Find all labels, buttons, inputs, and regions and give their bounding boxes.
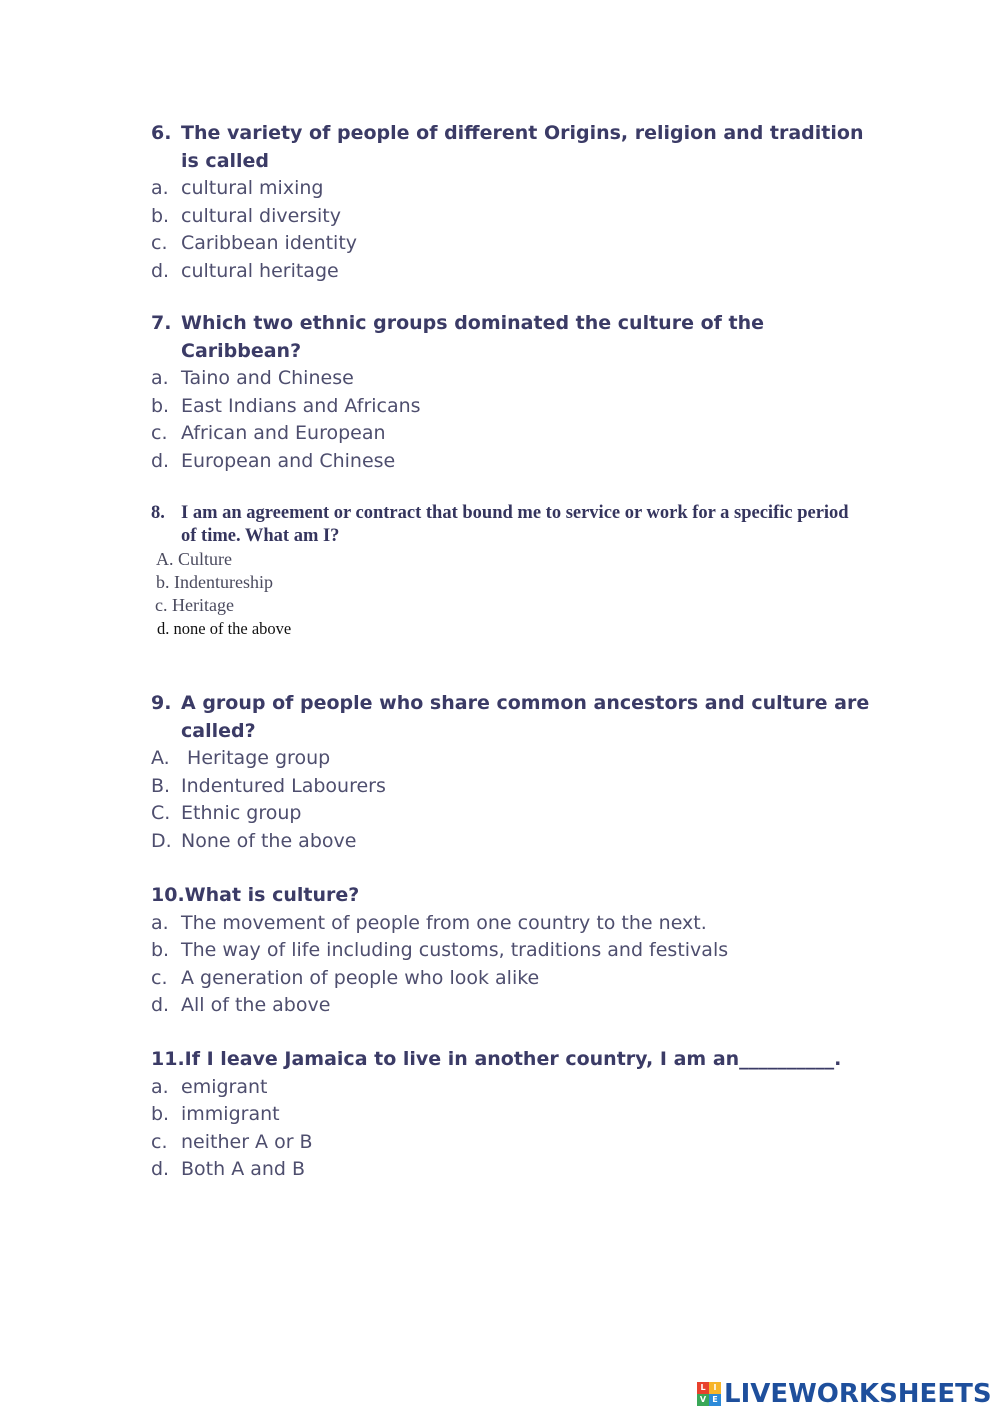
question-text: I am an agreement or contract that bound me to service or work for a specific period of time. What am I? [181, 503, 849, 546]
question-6 [151, 120, 871, 285]
option-text: Indentured Labourers [181, 774, 386, 797]
option-text: The movement of people from one country to the next. [181, 911, 707, 934]
question-text: If I leave Jamaica to live in another country, I am an__________. [184, 1048, 842, 1070]
option-d[interactable]: d. none of the above [157, 619, 292, 638]
question-8 [151, 502, 856, 640]
option-letter: b. [151, 204, 170, 227]
option-letter: a. [151, 177, 169, 199]
option-text: cultural mixing [181, 177, 324, 199]
option-letter: a. [151, 367, 169, 389]
option-text: neither A or B [181, 1130, 313, 1153]
option-text: emigrant [181, 1075, 268, 1098]
logo-tile: V [697, 1394, 709, 1406]
option-letter: b. [151, 394, 170, 417]
question-number: 10. [151, 884, 185, 906]
option-text: immigrant [181, 1103, 280, 1125]
question-number: 6. [151, 122, 172, 144]
option-b[interactable] [151, 393, 871, 421]
option-letter: A. [151, 747, 170, 769]
liveworksheets-logo-text: LIVEWORKSHEETS [724, 1379, 992, 1409]
option-text: cultural diversity [181, 204, 341, 227]
option-a[interactable] [151, 745, 871, 773]
liveworksheets-logo [697, 1377, 992, 1411]
question-text: A group of people who share common ancestors and culture are called? [181, 692, 870, 742]
option-c[interactable] [151, 420, 871, 448]
option-letter: d. [151, 449, 170, 472]
question-8-stem [151, 502, 856, 548]
question-number: 9. [151, 692, 172, 714]
option-text: Ethnic group [181, 802, 302, 824]
option-d[interactable] [151, 992, 871, 1020]
option-letter: b. [151, 1103, 170, 1125]
question-7 [151, 310, 871, 475]
option-letter: c. [151, 966, 168, 989]
option-letter: b. [151, 939, 170, 961]
question-11-stem [151, 1046, 871, 1074]
question-text: Which two ethnic groups dominated the culture of the Caribbean? [181, 312, 765, 362]
option-d[interactable] [151, 828, 871, 856]
option-b[interactable]: b. Indentureship [156, 572, 273, 592]
question-11 [151, 1046, 871, 1184]
option-text: European and Chinese [181, 449, 396, 472]
option-letter: c. [151, 422, 168, 444]
option-letter: c. [151, 232, 168, 254]
option-c[interactable] [151, 230, 871, 258]
option-d[interactable] [151, 448, 871, 476]
option-letter: d. [151, 994, 170, 1016]
option-text: The way of life including customs, traditions and festivals [181, 939, 729, 961]
option-letter: d. [151, 259, 170, 282]
option-text: Both A and B [181, 1158, 306, 1180]
question-9-stem [151, 690, 871, 745]
option-letter: D. [151, 829, 172, 852]
option-c[interactable] [151, 965, 871, 993]
question-text: What is culture? [184, 884, 360, 906]
option-letter: c. [151, 1130, 168, 1153]
option-letter: C. [151, 802, 171, 824]
liveworksheets-logo-icon [697, 1382, 721, 1406]
logo-tile: E [709, 1394, 721, 1406]
question-7-stem [151, 310, 871, 365]
option-text: Caribbean identity [181, 232, 358, 254]
option-text: A generation of people who look alike [181, 966, 540, 989]
option-text: Taino and Chinese [181, 367, 354, 389]
option-text: Heritage group [181, 747, 331, 769]
question-10 [151, 882, 871, 1020]
option-text: All of the above [181, 994, 331, 1016]
option-letter: a. [151, 1075, 169, 1098]
logo-tile: L [697, 1382, 709, 1394]
option-a[interactable] [151, 910, 871, 938]
question-9 [151, 690, 871, 855]
option-c[interactable]: c. Heritage [155, 595, 234, 615]
question-6-stem [151, 120, 871, 175]
option-d[interactable] [151, 1156, 871, 1184]
option-b[interactable] [151, 937, 871, 965]
option-text: cultural heritage [181, 259, 339, 282]
question-10-stem [151, 882, 871, 910]
option-c[interactable] [151, 800, 871, 828]
option-a[interactable] [151, 365, 871, 393]
option-a[interactable]: A. Culture [156, 549, 232, 569]
option-letter: a. [151, 911, 169, 934]
option-letter: d. [151, 1158, 170, 1180]
option-b[interactable] [151, 1101, 871, 1129]
option-a[interactable] [151, 175, 871, 203]
question-text: The variety of people of different Origins, religion and tradition is called [181, 122, 864, 172]
option-a[interactable] [151, 1074, 871, 1102]
option-d[interactable] [151, 258, 871, 286]
option-b[interactable] [151, 203, 871, 231]
question-number: 7. [151, 312, 172, 334]
option-text: East Indians and Africans [181, 394, 421, 417]
option-letter: B. [151, 774, 171, 797]
question-number: 8. [151, 503, 165, 523]
option-c[interactable] [151, 1129, 871, 1157]
question-number: 11. [151, 1048, 185, 1070]
option-text: None of the above [181, 829, 357, 852]
logo-tile: I [709, 1382, 721, 1394]
option-text: African and European [181, 422, 386, 444]
option-b[interactable] [151, 773, 871, 801]
